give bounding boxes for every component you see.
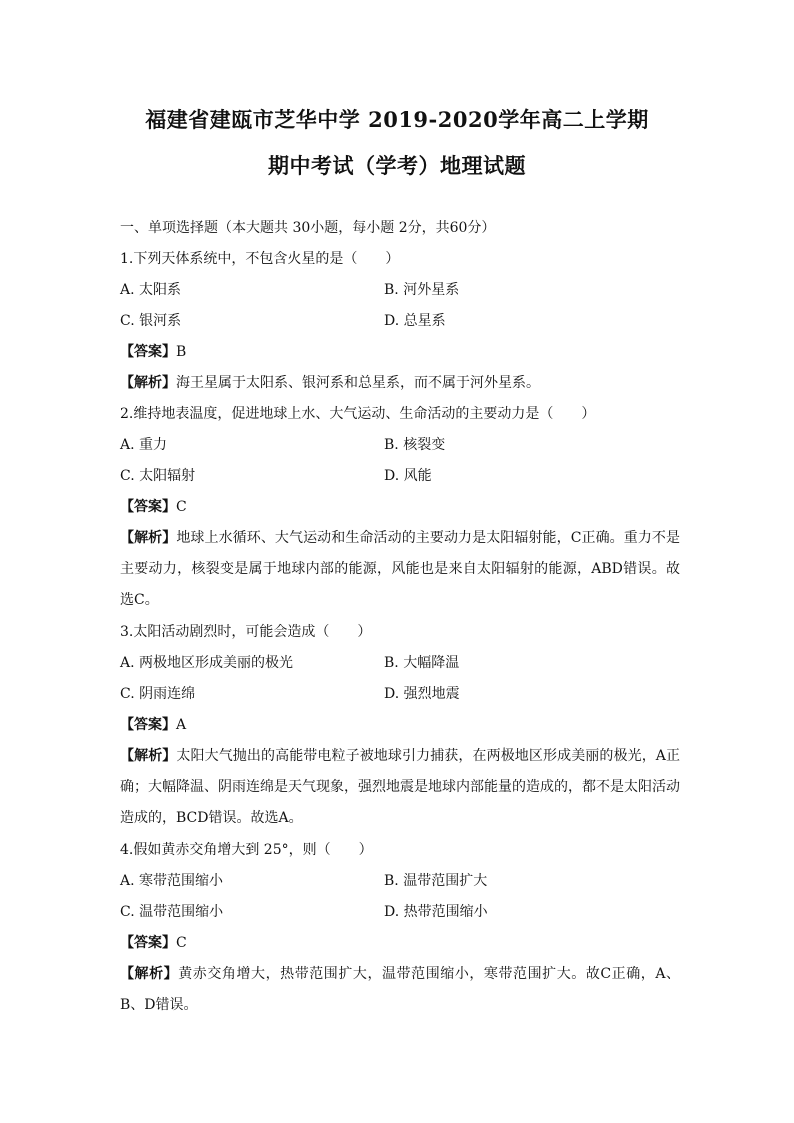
question-4-stem: 4.假如黄赤交角增大到 25°，则（ ） [120,842,373,858]
exam-title: 福建省建瓯市芝华中学 2019-2020学年高二上学期 [145,107,649,132]
question-3-option-d: D. 强烈地震 [384,686,460,702]
answer-tag: 【答案】 [120,344,176,360]
analysis-text: 地球上水循环、大气运动和生命活动的主要动力是太阳辐射能，C正确。重力不是主要动力，核裂变是属于地球内部的能源，风能也是来自太阳辐射的能源，ABD错误。故选C。 [120,530,680,608]
analysis-text: 海王星属于太阳系、银河系和总星系，而不属于河外星系。 [176,375,540,391]
question-4-option-d: D. 热带范围缩小 [384,904,488,920]
question-2-answer [120,497,187,517]
question-2-stem: 2.维持地表温度，促进地球上水、大气运动、生命活动的主要动力是（ ） [120,406,596,422]
answer-value: C [176,935,187,951]
analysis-text: 太阳大气抛出的高能带电粒子被地球引力捕获，在两极地区形成美丽的极光，A正确；大幅降温、阴雨连绵是天气现象，强烈地震是地球内部能量的造成的，都不是太阳活动造成的，BCD错误。故选A。 [120,748,681,826]
question-3-analysis [120,741,680,834]
answer-value: B [176,344,187,360]
question-1-option-c: C. 银河系 [120,313,182,329]
analysis-text: 黄赤交角增大，热带范围扩大，温带范围缩小，寒带范围扩大。故C正确，A、B、D错误。 [120,966,680,1013]
question-3-option-b: B. 大幅降温 [384,655,460,671]
question-3-option-c: C. 阴雨连绵 [120,686,196,702]
question-1-option-d: D. 总星系 [384,313,446,329]
question-4-option-b: B. 温带范围扩大 [384,873,488,889]
question-3-option-a: A. 两极地区形成美丽的极光 [120,655,294,671]
answer-tag: 【答案】 [120,935,176,951]
question-1-option-a: A. 太阳系 [120,282,182,298]
answer-value: A [176,717,187,733]
question-1-option-b: B. 河外星系 [384,282,460,298]
answer-tag: 【答案】 [120,717,176,733]
question-2-option-d: D. 风能 [384,468,432,484]
question-1-answer [120,342,186,362]
answer-value: C [176,499,187,515]
analysis-tag: 【解析】 [120,966,179,982]
answer-tag: 【答案】 [120,499,176,515]
question-2-option-a: A. 重力 [120,437,168,453]
section-heading: 一、单项选择题（本大题共 30小题，每小题 2分，共60分） [120,220,496,236]
question-3-stem: 3.太阳活动剧烈时，可能会造成（ ） [120,624,372,640]
question-1-stem: 1.下列天体系统中，不包含火星的是（ ） [120,251,400,267]
question-2-option-c: C. 太阳辐射 [120,468,196,484]
analysis-tag: 【解析】 [120,375,176,391]
question-4-analysis [120,959,680,1021]
question-3-answer [120,715,186,735]
question-2-analysis [120,523,680,616]
question-4-option-a: A. 寒带范围缩小 [120,873,224,889]
analysis-tag: 【解析】 [120,530,177,546]
question-2-option-b: B. 核裂变 [384,437,446,453]
exam-subtitle: 期中考试（学考）地理试题 [268,153,526,178]
question-4-answer [120,933,187,953]
analysis-tag: 【解析】 [120,748,177,764]
question-1-analysis [120,373,540,393]
question-4-option-c: C. 温带范围缩小 [120,904,224,920]
